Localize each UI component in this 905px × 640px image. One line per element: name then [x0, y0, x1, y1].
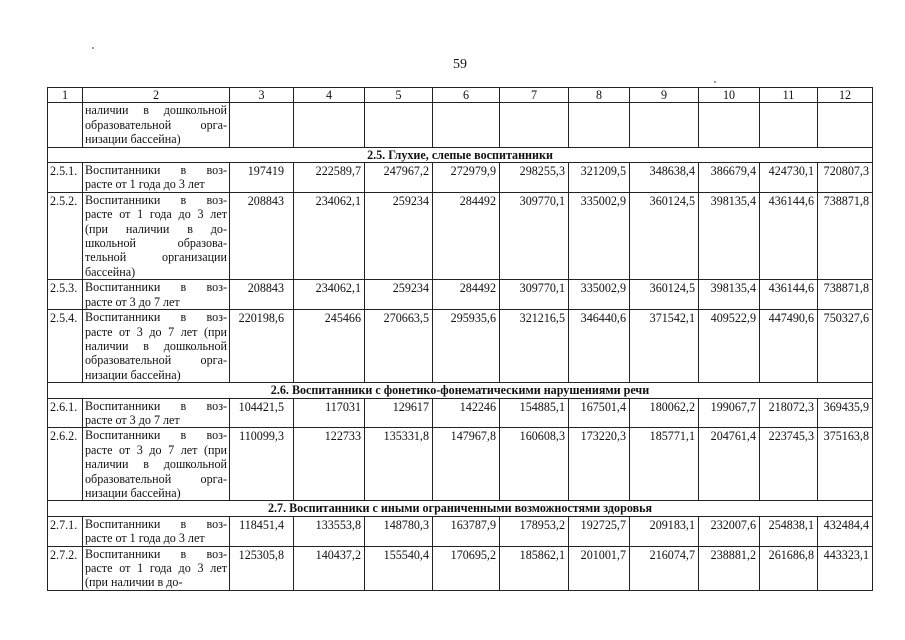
value-cell: 192725,7: [569, 516, 630, 546]
value-cell: 447490,6: [760, 310, 818, 383]
value-cell: 129617: [365, 398, 433, 428]
value-cell: 125305,8: [230, 546, 294, 590]
value-cell: 155540,4: [365, 546, 433, 590]
value-cell: 254838,1: [760, 516, 818, 546]
value-cell: 232007,6: [699, 516, 760, 546]
value-cell: 133553,8: [294, 516, 365, 546]
value-cell: 154885,1: [500, 398, 569, 428]
value-cell: 443323,1: [818, 546, 873, 590]
description-line: Воспитанники в воз-: [85, 163, 227, 178]
value-cell: 199067,7: [699, 398, 760, 428]
value-cell: 369435,9: [818, 398, 873, 428]
description-line: расте от 1 года до 3 лет: [85, 531, 205, 546]
value-cell: 173220,3: [569, 428, 630, 501]
column-header: 6: [433, 88, 500, 103]
table-header-row: [48, 88, 873, 103]
value-cell: 247967,2: [365, 163, 433, 193]
description-line: Воспитанники в воз-: [85, 516, 227, 531]
page-number: 59: [453, 57, 467, 72]
value-cell: 259234: [365, 192, 433, 279]
value-cell: 163787,9: [433, 516, 500, 546]
value-cell: 360124,5: [630, 280, 699, 310]
value-cell: 234062,1: [294, 192, 365, 279]
value-cell: [294, 103, 365, 147]
value-cell: 309770,1: [500, 280, 569, 310]
description-line: расте от 3 до 7 лет (при: [85, 442, 227, 457]
value-cell: 209183,1: [630, 516, 699, 546]
value-cell: 216074,7: [630, 546, 699, 590]
scan-speck: [714, 81, 716, 83]
table-row: [48, 192, 873, 279]
table-row: [48, 103, 873, 147]
value-cell: 147967,8: [433, 428, 500, 501]
value-cell: 140437,2: [294, 546, 365, 590]
row-code: 2.6.1.: [48, 398, 83, 428]
value-cell: 204761,4: [699, 428, 760, 501]
column-header: 3: [230, 88, 294, 103]
description-line: расте от 1 года до 3 лет: [85, 177, 205, 192]
row-code: 2.5.1.: [48, 163, 83, 193]
value-cell: 398135,4: [699, 192, 760, 279]
value-cell: 122733: [294, 428, 365, 501]
value-cell: 432484,4: [818, 516, 873, 546]
column-header: 1: [48, 88, 83, 103]
description-line: низации бассейна): [85, 485, 181, 500]
description-line: расте от 1 года до 3 лет: [85, 561, 227, 575]
row-description: [83, 546, 230, 590]
description-line: Воспитанники в воз-: [85, 428, 227, 443]
description-line: бассейна): [85, 264, 136, 279]
row-code: 2.6.2.: [48, 428, 83, 501]
row-description: [83, 398, 230, 428]
description-line: расте от 3 до 7 лет: [85, 294, 180, 309]
value-cell: 309770,1: [500, 192, 569, 279]
value-cell: 321209,5: [569, 163, 630, 193]
value-cell: 167501,4: [569, 398, 630, 428]
column-header: 5: [365, 88, 433, 103]
row-code: 2.5.2.: [48, 192, 83, 279]
value-cell: 223745,3: [760, 428, 818, 501]
value-cell: 178953,2: [500, 516, 569, 546]
row-description: [83, 163, 230, 193]
value-cell: 110099,3: [230, 428, 294, 501]
description-line: расте от 1 года до 3 лет: [85, 207, 227, 222]
description-line: наличии в дошкольной: [85, 338, 227, 353]
value-cell: 160608,3: [500, 428, 569, 501]
value-cell: 270663,5: [365, 310, 433, 383]
column-header: 12: [818, 88, 873, 103]
description-line: тельной организации: [85, 250, 227, 265]
row-description: [83, 103, 230, 147]
description-line: Воспитанники в воз-: [85, 192, 227, 207]
description-line: Воспитанники в воз-: [85, 398, 227, 413]
description-line: образовательной орга-: [85, 117, 227, 132]
description-line: наличии в дошкольной: [85, 103, 227, 118]
value-cell: 135331,8: [365, 428, 433, 501]
value-cell: [569, 103, 630, 147]
section-heading: 2.7. Воспитанники с иными ограниченными возможностями здоровья: [48, 501, 873, 516]
value-cell: 375163,8: [818, 428, 873, 501]
value-cell: 284492: [433, 192, 500, 279]
value-cell: 104421,5: [230, 398, 294, 428]
column-header: 11: [760, 88, 818, 103]
description-line: (при наличии в до-: [85, 575, 183, 590]
value-cell: 218072,3: [760, 398, 818, 428]
description-line: низации бассейна): [85, 367, 181, 382]
value-cell: 436144,6: [760, 192, 818, 279]
value-cell: 335002,9: [569, 192, 630, 279]
section-heading-row: [48, 147, 873, 162]
value-cell: 142246: [433, 398, 500, 428]
row-code: 2.7.2.: [48, 546, 83, 590]
value-cell: 436144,6: [760, 280, 818, 310]
value-cell: 234062,1: [294, 280, 365, 310]
value-cell: 424730,1: [760, 163, 818, 193]
column-header: 9: [630, 88, 699, 103]
value-cell: [433, 103, 500, 147]
scan-speck: [92, 47, 94, 49]
value-cell: 197419: [230, 163, 294, 193]
value-cell: 409522,9: [699, 310, 760, 383]
row-description: [83, 192, 230, 279]
budget-table: [47, 87, 873, 591]
value-cell: 284492: [433, 280, 500, 310]
value-cell: 298255,3: [500, 163, 569, 193]
description-line: Воспитанники в воз-: [85, 310, 227, 325]
column-header: 7: [500, 88, 569, 103]
description-line: (при наличии в до-: [85, 221, 227, 236]
value-cell: 185771,1: [630, 428, 699, 501]
row-description: [83, 516, 230, 546]
row-code: 2.5.4.: [48, 310, 83, 383]
value-cell: [818, 103, 873, 147]
description-line: школьной образова-: [85, 236, 227, 251]
section-heading-row: [48, 501, 873, 516]
value-cell: 245466: [294, 310, 365, 383]
value-cell: 386679,4: [699, 163, 760, 193]
value-cell: 398135,4: [699, 280, 760, 310]
value-cell: [365, 103, 433, 147]
value-cell: 335002,9: [569, 280, 630, 310]
value-cell: 321216,5: [500, 310, 569, 383]
row-description: [83, 310, 230, 383]
value-cell: 738871,8: [818, 280, 873, 310]
description-line: образовательной орга-: [85, 353, 227, 368]
value-cell: 360124,5: [630, 192, 699, 279]
value-cell: 148780,3: [365, 516, 433, 546]
value-cell: 750327,6: [818, 310, 873, 383]
value-cell: 259234: [365, 280, 433, 310]
value-cell: 185862,1: [500, 546, 569, 590]
row-description: [83, 280, 230, 310]
row-code: 2.5.3.: [48, 280, 83, 310]
value-cell: 346440,6: [569, 310, 630, 383]
section-heading: 2.6. Воспитанники с фонетико-фонематическими нарушениями речи: [48, 383, 873, 398]
table-row: [48, 310, 873, 383]
table-row: [48, 163, 873, 193]
table-row: [48, 280, 873, 310]
value-cell: 180062,2: [630, 398, 699, 428]
value-cell: 208843: [230, 280, 294, 310]
value-cell: 261686,8: [760, 546, 818, 590]
section-heading: 2.5. Глухие, слепые воспитанники: [48, 147, 873, 162]
table-row: [48, 428, 873, 501]
value-cell: 348638,4: [630, 163, 699, 193]
table-row: [48, 516, 873, 546]
column-header: 10: [699, 88, 760, 103]
value-cell: 170695,2: [433, 546, 500, 590]
value-cell: 295935,6: [433, 310, 500, 383]
description-line: Воспитанники в воз-: [85, 280, 227, 295]
value-cell: [699, 103, 760, 147]
row-code: [48, 103, 83, 147]
description-line: расте от 3 до 7 лет: [85, 412, 180, 427]
description-line: Воспитанники в воз-: [85, 546, 227, 561]
value-cell: 118451,4: [230, 516, 294, 546]
column-header: 2: [83, 88, 230, 103]
table-row: [48, 398, 873, 428]
value-cell: 238881,2: [699, 546, 760, 590]
value-cell: 201001,7: [569, 546, 630, 590]
description-line: образовательной орга-: [85, 471, 227, 486]
table-row: [48, 546, 873, 590]
section-heading-row: [48, 383, 873, 398]
value-cell: [760, 103, 818, 147]
value-cell: [630, 103, 699, 147]
description-line: низации бассейна): [85, 132, 181, 147]
column-header: 4: [294, 88, 365, 103]
value-cell: [500, 103, 569, 147]
row-code: 2.7.1.: [48, 516, 83, 546]
value-cell: 371542,1: [630, 310, 699, 383]
value-cell: 117031: [294, 398, 365, 428]
value-cell: 220198,6: [230, 310, 294, 383]
column-header: 8: [569, 88, 630, 103]
value-cell: 272979,9: [433, 163, 500, 193]
description-line: расте от 3 до 7 лет (при: [85, 324, 227, 339]
row-description: [83, 428, 230, 501]
value-cell: 222589,7: [294, 163, 365, 193]
value-cell: [230, 103, 294, 147]
description-line: наличии в дошкольной: [85, 457, 227, 472]
value-cell: 738871,8: [818, 192, 873, 279]
value-cell: 208843: [230, 192, 294, 279]
value-cell: 720807,3: [818, 163, 873, 193]
